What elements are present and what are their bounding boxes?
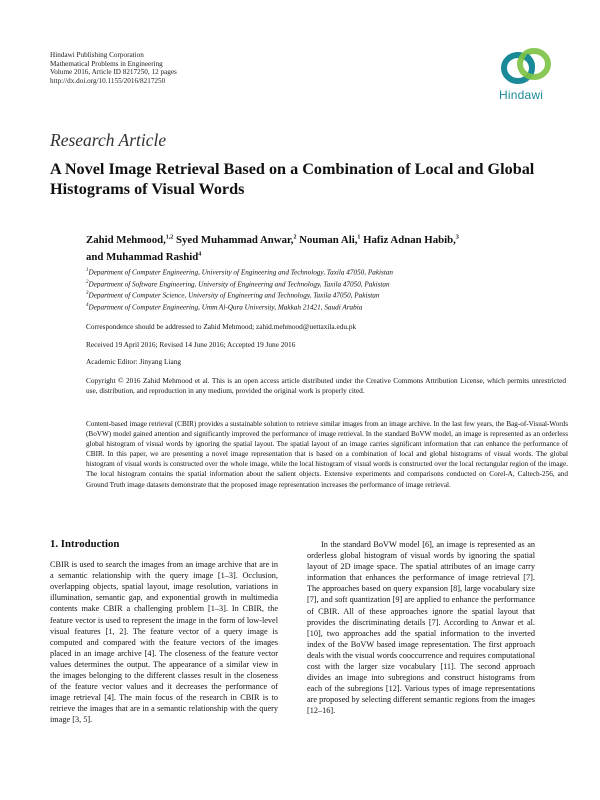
author-list [86, 230, 556, 265]
intro-paragraph: CBIR is used to search the images from an image archive that are in a semantic relationship with the query image [1–3]. Occlusion, overlapping objects, spatial layout, image resolution, variations in illumination, semantic gap, and exponential growth in multimedia contents make CBIR a challenging problem [1–3]. In CBIR, the feature vector is used to represent the image in the form of low-level visual features [1, 2]. The feature vector of a query image is computed and compared with the feature vectors of the images placed in an image archive [4]. The closeness of the feature vector values determines the output. The appearance of a similar view in the images belonging to the different classes result in the closeness of the feature vector values and it decreases the performance of image retrieval [4]. The main focus of the research in CBIR is to retrieve the images that are in a semantic relationship with the query image [3, 5]. [50, 560, 278, 725]
copyright-notice: Copyright © 2016 Zahid Mehmood et al. This is an open access article distributed under the Creative Commons Attribution License, which permits unrestricted use, distribution, and reproduction in any medium, provided the original work is properly cited. [86, 376, 566, 395]
author: Zahid Mehmood,$^{1,2}$ [86, 233, 174, 246]
journal-line: Mathematical Problems in Engineering [50, 59, 163, 68]
received-dates: Received 19 April 2016; Revised 14 June 2016; Accepted 19 June 2016 [86, 340, 296, 349]
hindawi-logo-mark-icon [496, 44, 558, 88]
intro-paragraph: In the standard BoVW model [6], an image is represented as an orderless global histogram of visual words by ignoring the spatial layout of 2D image space. The spatial attributes of an image carry information that enhances the performance of image retrieval [7]. The approaches based on query expansion [8], large vocabulary size [7], and soft quantization [9] are applied to enhance the performance of CBIR. All of these approaches ignore the spatial layout that provides the discriminating details [7]. According to Anwar et al. [10], two approaches add the spatial information to the inverted index of the BoVW based image representation. The first approach deals with the visual words cooccurrence and requires computational cost with the larger size vocabulary [11]. The second approach divides an image into subregions and construct histograms from each of the subregions [12]. Various types of image representations are proposed by selecting different semantic regions from the images [12–16]. [307, 540, 535, 716]
academic-editor: Academic Editor: Jinyang Liang [86, 357, 182, 366]
correspondence: Correspondence should be addressed to Zahid Mehmood; zahid.mehmood@uettaxila.edu.pk [86, 322, 357, 331]
journal-header [50, 51, 177, 85]
affiliation: $^2$Department of Software Engineering, University of Engineering and Technology, Taxila 47050, Pakistan [86, 279, 390, 288]
right-column [307, 539, 535, 717]
publisher-line: Hindawi Publishing Corporation [50, 51, 144, 59]
affiliation: $^1$Department of Computer Engineering, University of Engineering and Technology, Taxila 47050, Pakistan [86, 268, 394, 277]
author: Syed Muhammad Anwar,$^2$ [176, 233, 297, 246]
affiliation-list [86, 266, 566, 312]
section-heading: 1. Introduction [50, 538, 120, 550]
article-type: Research Article [50, 130, 167, 150]
hindawi-logo [496, 44, 558, 104]
hindawi-logo-word: Hindawi [499, 88, 544, 102]
author: Hafiz Adnan Habib,$^3$ [363, 233, 459, 246]
author: and Muhammad Rashid$^4$ [86, 251, 202, 264]
left-column [50, 539, 278, 726]
paper-title: A Novel Image Retrieval Based on a Combination of Local and Global Histograms of Visual Words [50, 160, 535, 198]
volume-line: Volume 2016, Article ID 8217250, 12 pages [50, 68, 177, 77]
author: Nouman Ali,$^1$ [299, 233, 361, 246]
affiliation: $^4$Department of Computer Engineering, Umm Al-Qura University, Makkah 21421, Saudi Arabia [86, 302, 363, 312]
abstract: Content-based image retrieval (CBIR) provides a sustainable solution to retrieve similar images from an image archive. In the last few years, the Bag-of-Visual-Words (BoVW) model gained attention and significantly improved the performance of image retrieval. In the standard BoVW model, an image is represented as an orderless global histogram of visual words by ignoring the spatial layout. The spatial layout of an image carries significant information that can enhance the performance of CBIR. In this paper, we are presenting a novel image representation that is based on a combination of local and global histograms of visual words. The global histogram of visual words is constructed over the whole image, while the local histogram of visual words is constructed over the local rectangular region of the image. The local histogram contains the spatial information about the salient objects. Extensive experiments and comparisons conducted on Corel-A, Caltech-256, and Ground Truth image datasets demonstrate that the proposed image representation increases the performance of image retrieval. [86, 420, 568, 489]
affiliation: $^3$Department of Computer Science, University of Engineering and Technology, Taxila 47050, Pakistan [86, 291, 380, 300]
doi-link[interactable]: http://dx.doi.org/10.1155/2016/8217250 [50, 76, 166, 85]
